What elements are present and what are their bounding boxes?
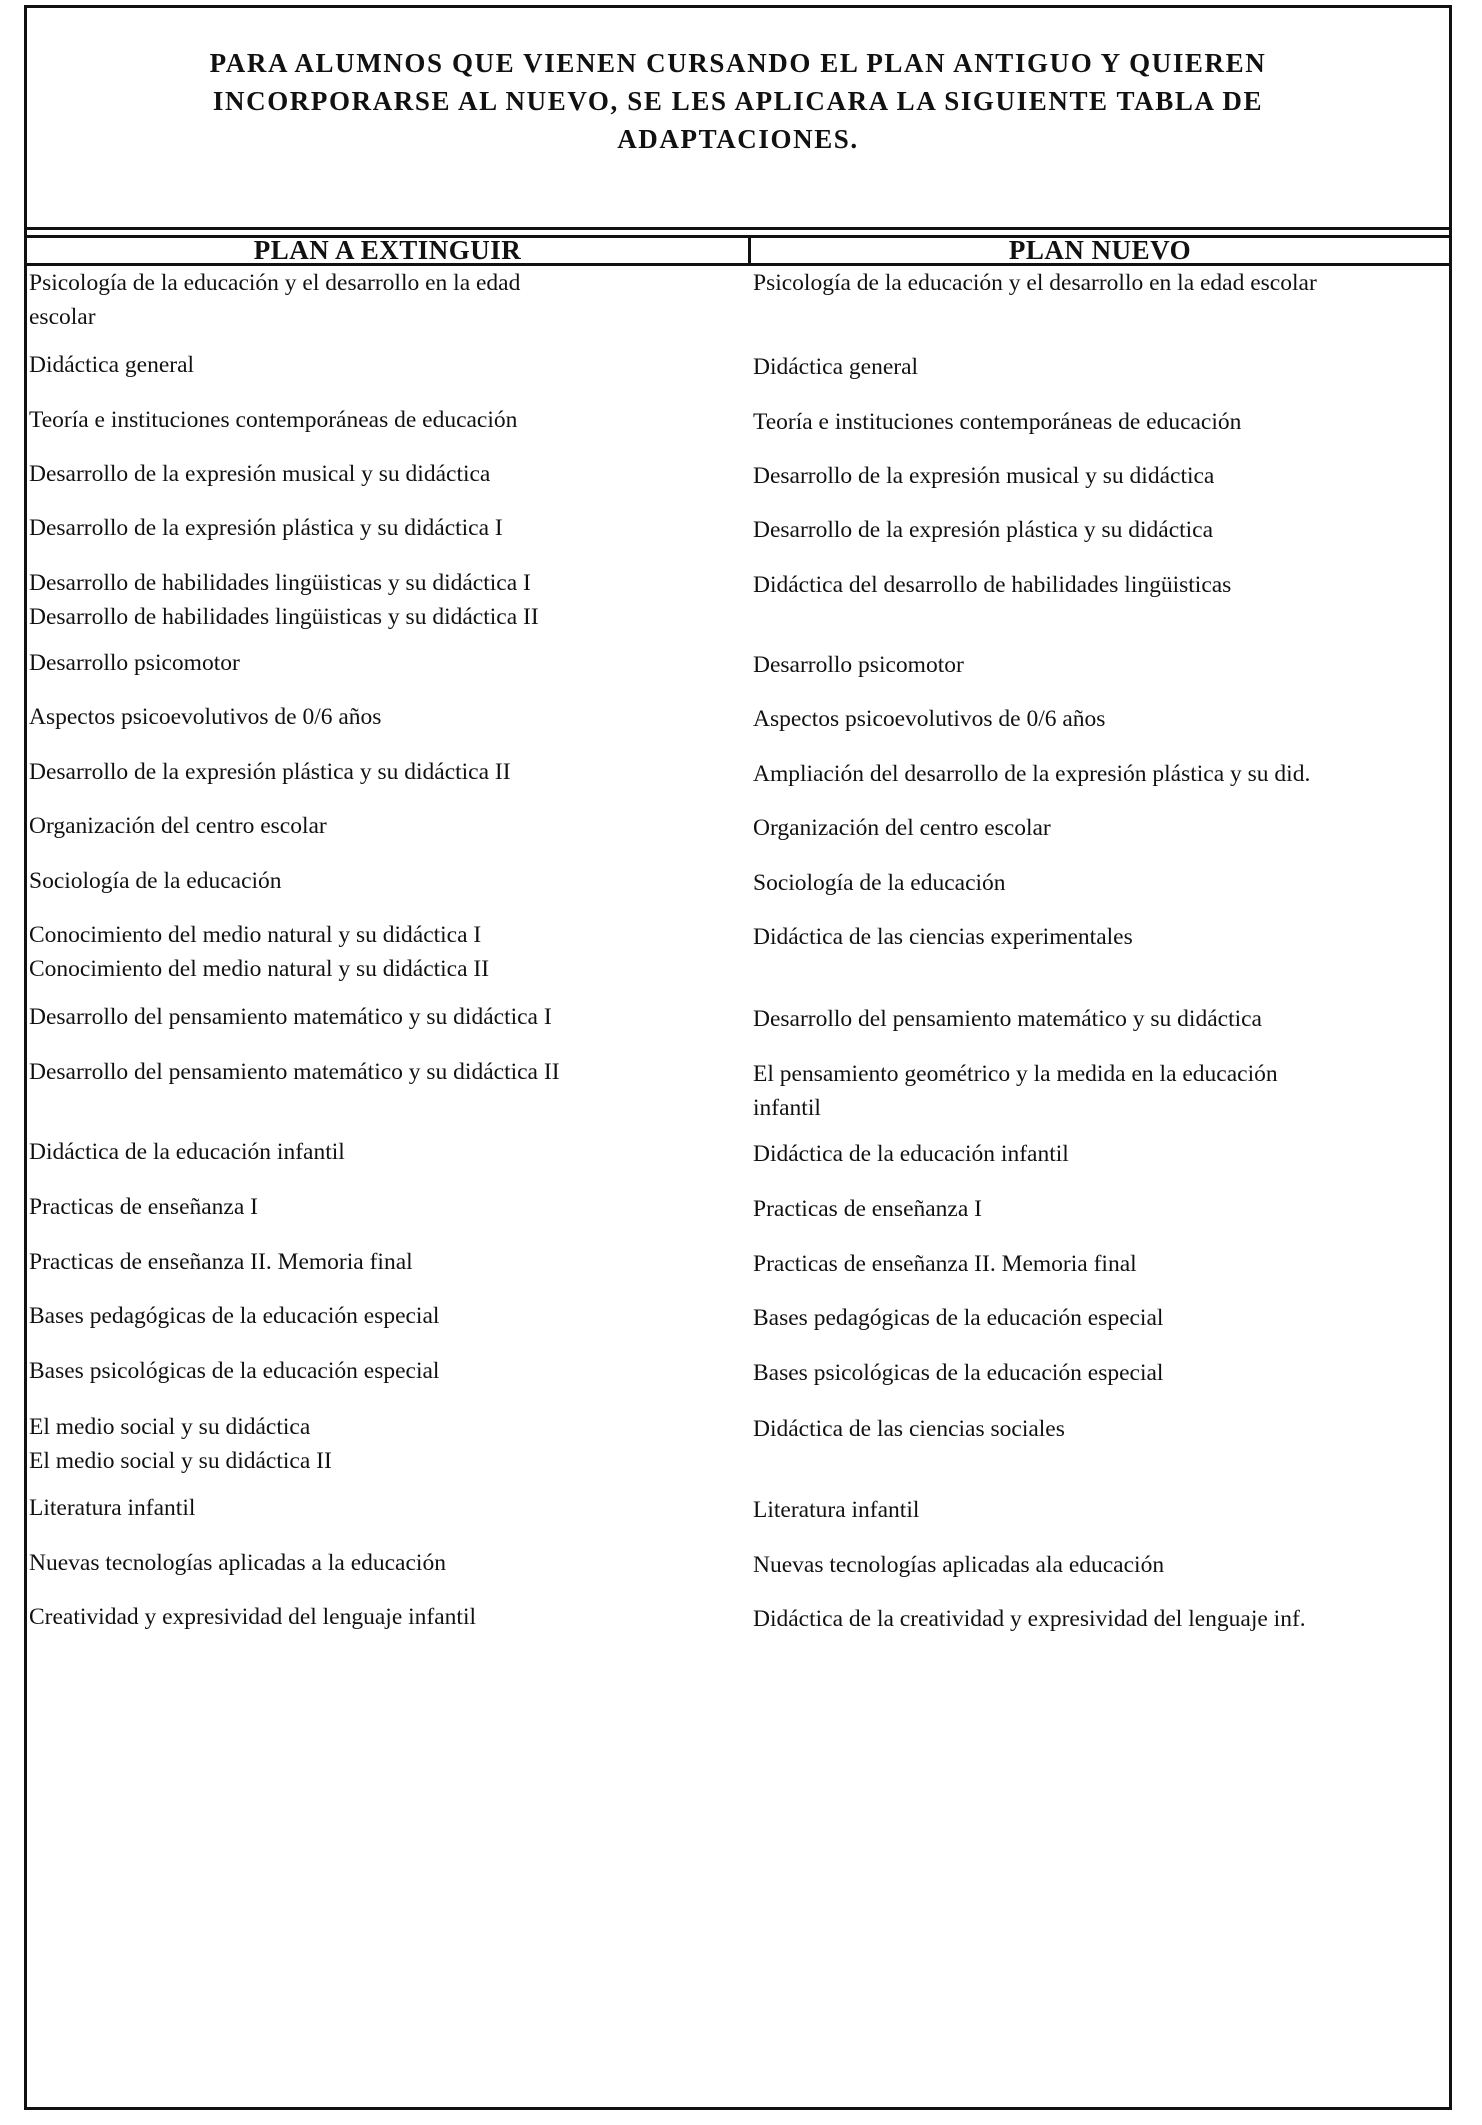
table-header <box>27 8 1449 230</box>
subject-line: escolar <box>29 304 96 330</box>
subject-line: Desarrollo del pensamiento matemático y su didáctica I <box>29 1004 552 1030</box>
old-plan-subject <box>29 1600 476 1634</box>
new-plan-subject <box>753 811 1051 845</box>
subject-line: Conocimiento del medio natural y su didáctica I <box>29 922 482 948</box>
subject-line: Bases psicológicas de la educación especial <box>753 1360 1164 1386</box>
header-title-line: PARA ALUMNOS QUE VIENEN CURSANDO EL PLAN ANTIGUO Y QUIEREN <box>209 48 1267 78</box>
header-title <box>188 44 1288 158</box>
subject-line: Literatura infantil <box>29 1495 196 1521</box>
new-plan-subject <box>753 1301 1163 1335</box>
old-plan-subject <box>29 1491 195 1525</box>
subject-line: Practicas de enseñanza II. Memoria final <box>29 1249 413 1275</box>
column-header-new-plan: PLAN NUEVO <box>1008 235 1192 265</box>
subject-line: Desarrollo psicomotor <box>29 650 240 676</box>
subject-line: Aspectos psicoevolutivos de 0/6 años <box>753 706 1106 732</box>
old-plan-subject <box>29 457 490 491</box>
new-plan-subject <box>753 1247 1137 1281</box>
subject-line: Didáctica de la educación infantil <box>29 1139 345 1165</box>
subject-line: Organización del centro escolar <box>29 813 327 839</box>
subject-line: Sociología de la educación <box>753 870 1006 896</box>
subject-line: Teoría e instituciones contemporáneas de educación <box>29 407 518 433</box>
subject-line: El pensamiento geométrico y la medida en la educación <box>753 1061 1278 1087</box>
old-plan-subject <box>29 1299 439 1333</box>
subject-line: Desarrollo de la expresión plástica y su didáctica I <box>29 515 503 541</box>
subject-line: Teoría e instituciones contemporáneas de educación <box>753 409 1242 435</box>
old-plan-subject <box>29 1546 446 1580</box>
old-plan-subject <box>29 700 381 734</box>
subject-line: infantil <box>753 1095 821 1121</box>
new-plan-subject <box>753 1057 1278 1125</box>
new-plan-subject <box>753 459 1214 493</box>
old-plan-subject <box>29 918 489 986</box>
new-plan-subject <box>753 1192 982 1226</box>
subject-line: Nuevas tecnologías aplicadas a la educación <box>29 1550 446 1576</box>
old-plan-subject <box>29 266 520 334</box>
old-plan-subject <box>29 1190 258 1224</box>
old-plan-subject <box>29 1000 552 1034</box>
subject-line: Desarrollo del pensamiento matemático y su didáctica <box>753 1006 1262 1032</box>
new-plan-subject <box>753 866 1006 900</box>
old-plan-subject <box>29 755 511 789</box>
subject-line: Conocimiento del medio natural y su didáctica II <box>29 956 490 982</box>
subject-line: Desarrollo del pensamiento matemático y su didáctica II <box>29 1059 560 1085</box>
new-plan-subject <box>753 513 1213 547</box>
old-plan-subject <box>29 1354 439 1388</box>
subject-line: Didáctica del desarrollo de habilidades lingüisticas <box>753 572 1232 598</box>
new-plan-subject <box>753 350 918 384</box>
subject-line: Didáctica general <box>753 354 919 380</box>
new-plan-subject <box>753 405 1241 439</box>
subject-line: Desarrollo de habilidades lingüisticas y su didáctica I <box>29 570 531 596</box>
column-header-old-plan: PLAN A EXTINGUIR <box>27 238 751 263</box>
subject-line: Psicología de la educación y el desarrollo en la edad escolar <box>753 270 1317 296</box>
subject-line: Desarrollo psicomotor <box>753 652 964 678</box>
new-plan-subject <box>753 1548 1164 1582</box>
subject-line: Psicología de la educación y el desarrollo en la edad <box>29 270 521 296</box>
subject-line: Sociología de la educación <box>29 868 282 894</box>
subject-line: Didáctica de la creatividad y expresividad del lenguaje inf. <box>753 1606 1306 1632</box>
subject-line: Aspectos psicoevolutivos de 0/6 años <box>29 704 382 730</box>
subject-line: Ampliación del desarrollo de la expresión plástica y su did. <box>753 761 1311 787</box>
new-plan-subject <box>753 1356 1163 1390</box>
old-plan-subject <box>29 809 327 843</box>
subject-line: Bases pedagógicas de la educación especial <box>753 1305 1164 1331</box>
old-plan-subject <box>29 1135 345 1169</box>
subject-line: Nuevas tecnologías aplicadas ala educación <box>753 1552 1165 1578</box>
new-plan-subject <box>753 1002 1262 1036</box>
subject-line: El medio social y su didáctica <box>29 1414 311 1440</box>
header-title-line: INCORPORARSE AL NUEVO, SE LES APLICARA LA SIGUIENTE TABLA DE <box>212 86 1264 116</box>
subject-line: Desarrollo de la expresión musical y su didáctica <box>29 461 491 487</box>
old-plan-subject <box>29 1410 332 1478</box>
new-plan-subject <box>753 1602 1306 1636</box>
subject-line: Practicas de enseñanza II. Memoria final <box>753 1251 1137 1277</box>
new-plan-subject <box>753 648 964 682</box>
old-plan-subject <box>29 348 194 382</box>
old-plan-subject <box>29 864 282 898</box>
column-headers <box>27 235 1449 266</box>
subject-line: Organización del centro escolar <box>753 815 1051 841</box>
subject-line: Didáctica de las ciencias experimentales <box>753 924 1133 950</box>
new-plan-subject <box>753 757 1310 791</box>
header-title-line: ADAPTACIONES. <box>617 124 859 154</box>
new-plan-subject <box>753 1137 1069 1171</box>
subject-line: Didáctica de la educación infantil <box>753 1141 1069 1167</box>
subject-line: Desarrollo de habilidades lingüisticas y su didáctica II <box>29 604 539 630</box>
new-plan-subject <box>753 920 1133 954</box>
subject-line: Didáctica general <box>29 352 195 378</box>
subject-line: Bases pedagógicas de la educación especial <box>29 1303 440 1329</box>
subject-line: Bases psicológicas de la educación especial <box>29 1358 440 1384</box>
old-plan-subject <box>29 1245 413 1279</box>
subject-line: Practicas de enseñanza I <box>753 1196 982 1222</box>
subject-line: El medio social y su didáctica II <box>29 1448 332 1474</box>
subject-line: Desarrollo de la expresión plástica y su didáctica <box>753 517 1214 543</box>
old-plan-subject <box>29 646 240 680</box>
new-plan-subject <box>753 266 1317 300</box>
old-plan-subject <box>29 1055 560 1089</box>
subject-line: Literatura infantil <box>753 1497 920 1523</box>
new-plan-subject <box>753 1412 1065 1446</box>
old-plan-subject <box>29 403 517 437</box>
new-plan-subject <box>753 702 1105 736</box>
subject-line: Practicas de enseñanza I <box>29 1194 258 1220</box>
old-plan-subject <box>29 566 539 634</box>
subject-line: Desarrollo de la expresión musical y su didáctica <box>753 463 1215 489</box>
old-plan-subject <box>29 511 503 545</box>
subject-line: Didáctica de las ciencias sociales <box>753 1416 1065 1442</box>
adaptation-table <box>24 5 1452 2110</box>
new-plan-subject <box>753 1493 919 1527</box>
subject-line: Desarrollo de la expresión plástica y su didáctica II <box>29 759 511 785</box>
subject-line: Creatividad y expresividad del lenguaje infantil <box>29 1604 477 1630</box>
new-plan-subject <box>753 568 1231 602</box>
